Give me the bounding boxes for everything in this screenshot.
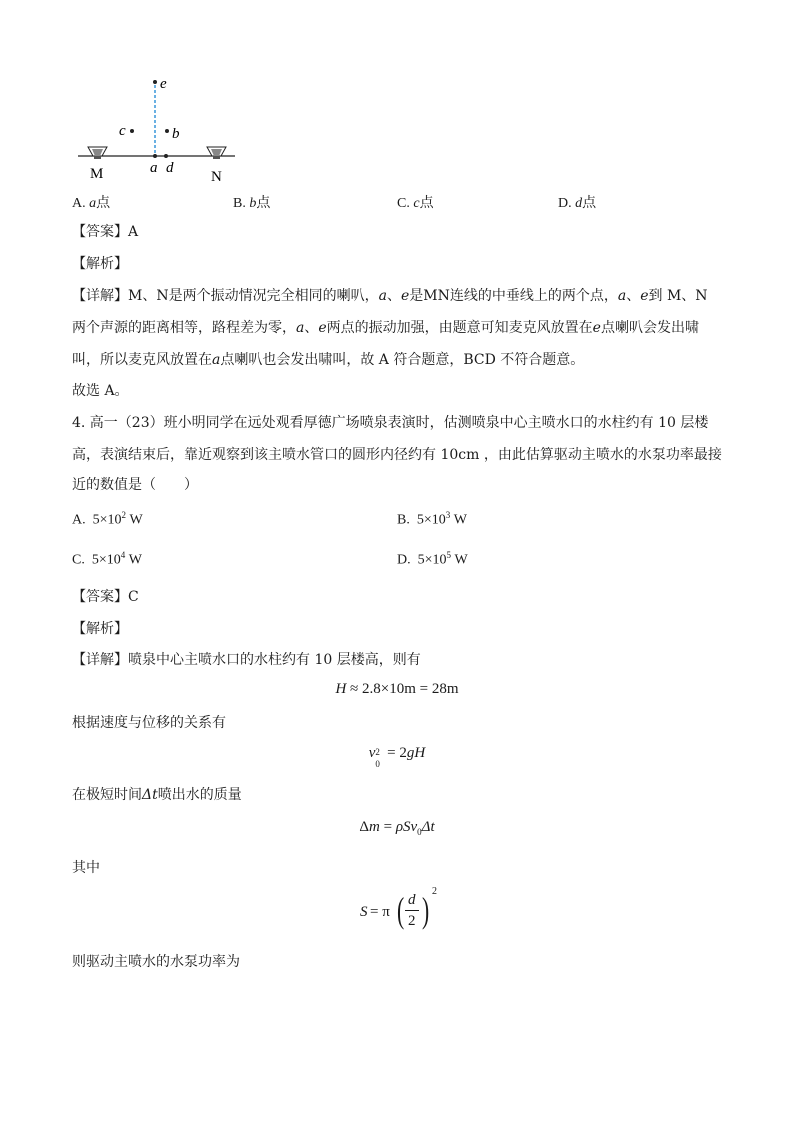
q3-detail-line-2: 两个声源的距离相等，路程差为零，a、e两点的振动加强，由题意可知麦克风放置在e点喇叭会发出啸 [72,320,699,336]
q4-answer: 【答案】C [72,589,139,605]
q3-option-d: D. d点 [558,196,597,211]
q4-text-where: 其中 [72,860,100,876]
q3-detail-line-3: 叫，所以麦克风放置在a点喇叭也会发出啸叫，故 A 符合题意，BCD 不符合题意。 [72,352,585,368]
q3-option-c: C. c点 [397,196,434,211]
q3-option-a: A. a点 [72,196,111,211]
q3-detail-line-1: 【详解】M、N是两个振动情况完全相同的喇叭，a、e是MN连线的中垂线上的两个点，a、e到 M、N [72,288,708,304]
q4-option-a: A. $5\times 10^2$ W [72,510,143,528]
equation-velocity: v 2 0 = 2gH [368,745,426,769]
label-n: N [211,169,222,185]
equation-mass: Δm = ρSv$_0$Δt [359,819,435,837]
q3-option-b: B. b点 [233,196,271,211]
q4-stem-line-1: 4. 高一（23）班小明同学在远处观看厚德广场喷泉表演时，估测喷泉中心主喷水口的水柱约有 10 层楼 [72,415,709,431]
label-a: a [150,160,158,176]
point-e [153,80,157,84]
q3-answer: 【答案】A [72,224,139,240]
q3-analysis-tag: 【解析】 [72,256,128,272]
label-c: c [119,123,126,139]
point-a [153,154,157,158]
q4-text-power: 则驱动主喷水的水泵功率为 [72,954,240,970]
q3-conclusion: 故选 A。 [72,383,129,399]
point-d [164,154,168,158]
point-c [130,129,134,133]
q4-text-mass: 在极短时间Δt喷出水的质量 [72,787,242,803]
q4-stem-line-3: 近的数值是（ ） [72,477,198,493]
speaker-m-icon [88,147,107,159]
speaker-n-icon [207,147,226,159]
q4-analysis-tag: 【解析】 [72,621,128,637]
q4-stem-line-2: 高，表演结束后，靠近观察到该主喷水管口的圆形内径约有 10cm ，由此估算驱动主喷水的水泵功率最接 [72,447,722,463]
q4-option-d: D. $5\times 10^5$ W [397,550,468,568]
q4-detail-line-1: 【详解】喷泉中心主喷水口的水柱约有 10 层楼高，则有 [72,652,421,668]
label-d: d [166,160,174,176]
q4-option-c: C. $5\times 10^4$ W [72,550,142,568]
label-b: b [172,126,180,142]
q4-option-b: B. $5\times 10^3$ W [397,510,467,528]
point-b [165,129,169,133]
speaker-diagram [72,70,252,185]
label-m: M [90,166,104,182]
equation-height: H ≈ 2.8×10m = 28m [335,681,459,697]
q4-text-velocity: 根据速度与位移的关系有 [72,715,226,731]
label-e: e [160,76,167,92]
